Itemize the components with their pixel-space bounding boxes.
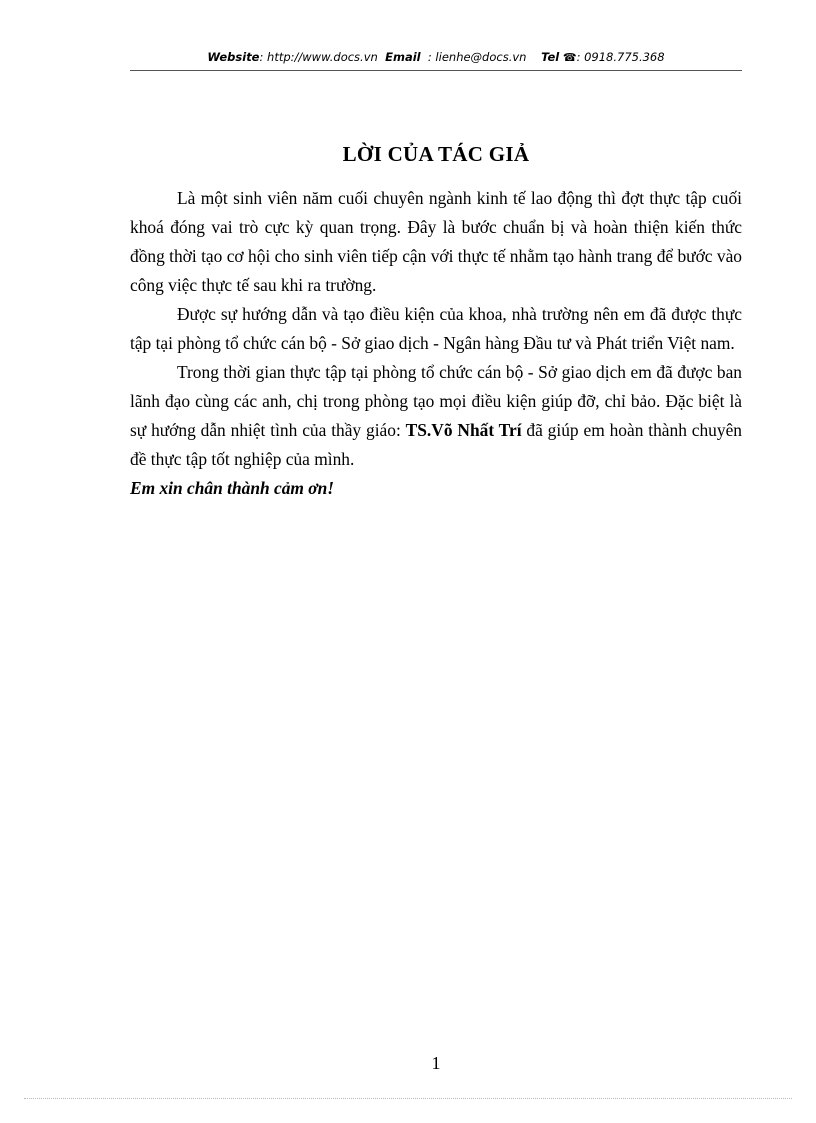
page-number: 1 (431, 1053, 441, 1073)
email-value: : lienhe@docs.vn (427, 50, 527, 64)
header-divider (130, 70, 742, 71)
paragraph-3-text-before: Trong thời gian thực tập tại phòng tổ chức cán bộ - Sở giao dịch em đã được ban lãnh đạo cùng các anh, chị trong phòng tạo mọi điều kiện giúp đỡ, chỉ bảo. Đặc biệt là sự hướng dẫn nhiệt tình của thầy giáo: (130, 362, 742, 440)
website-value: : http://www.docs.vn (259, 50, 378, 64)
paragraph-2: Được sự hướng dẫn và tạo điều kiện của khoa, nhà trường nên em đã được thực tập tại phòng tổ chức cán bộ - Sở giao dịch - Ngân hàng Đầu tư và Phát triển Việt nam. (130, 304, 742, 353)
page-header (130, 50, 742, 64)
closing-line: Em xin chân thành cảm ơn! (130, 478, 335, 498)
page-title: LỜI CỦA TÁC GIẢ (342, 142, 530, 166)
footer-divider (24, 1098, 792, 1099)
tel-value: : 0918.775.368 (576, 50, 665, 64)
website-label: Website (207, 50, 260, 64)
advisor-name: TS.Võ Nhất Trí (405, 420, 522, 440)
tel-label: Tel (541, 50, 560, 64)
paragraph-3 (130, 358, 742, 474)
phone-icon: ☎ (562, 51, 577, 64)
email-label: Email (385, 50, 421, 64)
document-body (130, 184, 742, 503)
paragraph-3-text-after: đã giúp em hoàn thành chuyên đề thực tập tốt nghiệp của mình. (130, 420, 742, 469)
paragraph-1: Là một sinh viên năm cuối chuyên ngành kinh tế lao động thì đợt thực tập cuối khoá đóng vai trò cực kỳ quan trọng. Đây là bước chuẩn bị và hoàn thiện kiến thức đồng thời tạo cơ hội cho sinh viên tiếp cận với thực tế nhằm tạo hành trang để bước vào công việc thực tế sau khi ra trường. (130, 188, 742, 295)
